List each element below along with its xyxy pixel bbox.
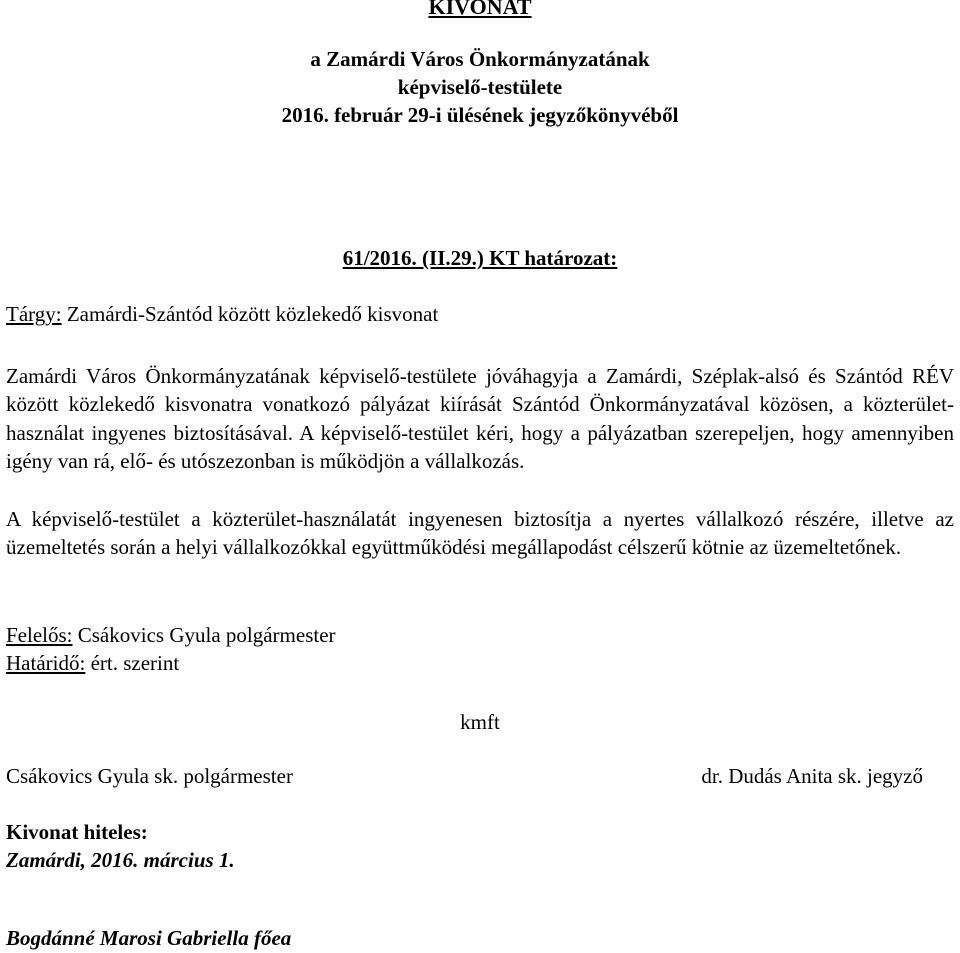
deadline-label: Határidő: [6,651,86,675]
resolution-number: 61/2016. (II.29.) KT határozat: [342,246,618,270]
deadline-line [6,649,179,678]
header-line-municipality: a Zamárdi Város Önkormányzatának [310,47,650,71]
header-line-session: 2016. február 29-i ülésének jegyzőkönyvéből [281,103,679,127]
resolution-heading [0,244,960,273]
certification-label: Kivonat hiteles: [6,820,148,844]
resolution-paragraph-2: A képviselő-testület a közterület-használatát ingyenesen biztosítja a nyertes vállalkozó részére, illetve az üzemeltetés során a helyi vállalkozókkal együttműködési megállapodást célszerű kötnie az üzemeltetőnek. [6,507,954,560]
header-line-body: képviselő-testülete [397,75,563,99]
subject-text: Zamárdi-Szántód között közlekedő kisvonat [61,302,439,326]
certification-date: Zamárdi, 2016. március 1. [6,848,235,872]
kmft-mark: kmft [460,710,500,734]
resolution-paragraph-1: Zamárdi Város Önkormányzatának képviselő-testülete jóváhagyja a Zamárdi, Széplak-alsó és Szántód RÉV között közlekedő kisvonatra vonatkozó pályázat kiírását Szántód Önkormányzatával közösen, a közterület-használat ingyenes biztosításával. A képviselő-testület kéri, hogy a pályázatban szerepeljen, hogy amennyiben igény van rá, elő- és utószezonban is működjön a vállalkozás. [6,364,954,474]
signature-notary: dr. Dudás Anita sk. jegyző [701,764,923,788]
responsible-label: Felelős: [6,623,73,647]
signature-mayor: Csákovics Gyula sk. polgármester [6,764,293,788]
subject-line [6,300,438,329]
subject-label: Tárgy: [6,302,62,326]
responsible-value: Csákovics Gyula polgármester [72,623,336,647]
document-title: KIVONAT [428,0,532,19]
responsible-line [6,621,336,650]
deadline-value: ért. szerint [85,651,180,675]
certification-signer: Bogdánné Marosi Gabriella főea [6,926,292,950]
